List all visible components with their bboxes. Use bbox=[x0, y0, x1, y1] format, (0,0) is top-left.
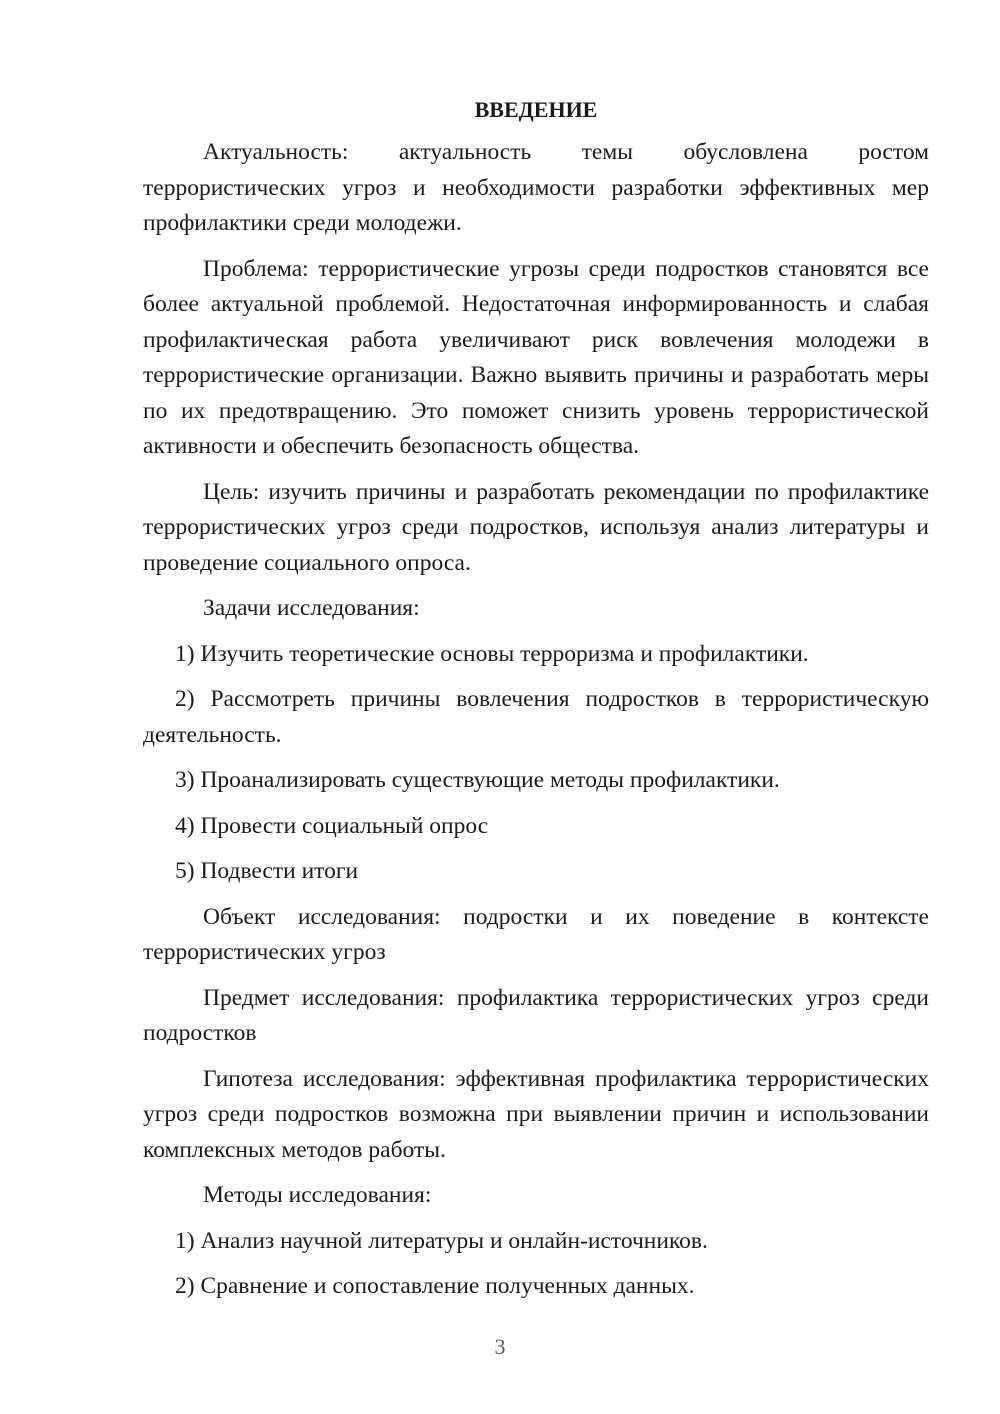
paragraph-tasks-heading: Задачи исследования: bbox=[203, 595, 420, 621]
paragraph-hypothesis: Гипотеза исследования: эффективная профилактика террористических угроз среди подростков возможна при выявлении причин и использовании комплексных методов работы. bbox=[143, 1065, 929, 1163]
page-number: 3 bbox=[494, 1334, 506, 1359]
section-title: ВВЕДЕНИЕ bbox=[474, 97, 598, 122]
task-item-3: 3) Проанализировать существующие методы профилактики. bbox=[175, 767, 780, 793]
method-item-1: 1) Анализ научной литературы и онлайн-источников. bbox=[175, 1227, 708, 1254]
task-item-5: 5) Подвести итоги bbox=[175, 858, 359, 884]
task-item-2: 2) Рассмотреть причины вовлечения подростков в террористическую деятельность. bbox=[143, 686, 929, 748]
paragraph-problem: Проблема: террористические угрозы среди подростков становятся все более актуальной проблемой. Недостаточная информированность и слабая профилактическая работа увеличивают риск вовлечения молодежи в террористические организации. Важно выявить причины и разработать меры по их предотвращению. Это поможет снизить уровень террористической активности и обеспечить безопасность общества. bbox=[143, 255, 929, 459]
task-item-4: 4) Провести социальный опрос bbox=[175, 812, 489, 839]
method-item-2: 2) Сравнение и сопоставление полученных данных. bbox=[175, 1273, 695, 1299]
task-item-1: 1) Изучить теоретические основы терроризма и профилактики. bbox=[175, 640, 809, 667]
paragraph-relevance: Актуальность: актуальность темы обусловлена ростом террористических угроз и необходимости разработки эффективных мер профилактики среди молодежи. bbox=[143, 139, 929, 236]
paragraph-methods-heading: Методы исследования: bbox=[203, 1182, 432, 1208]
document-page bbox=[143, 95, 929, 1315]
paragraph-object: Объект исследования: подростки и их поведение в контексте террористических угроз bbox=[143, 903, 929, 965]
paragraph-subject: Предмет исследования: профилактика террористических угроз среди подростков bbox=[143, 984, 929, 1046]
paragraph-goal: Цель: изучить причины и разработать рекомендации по профилактике террористических угроз среди подростков, используя анализ литературы и проведение социального опроса. bbox=[143, 478, 929, 576]
